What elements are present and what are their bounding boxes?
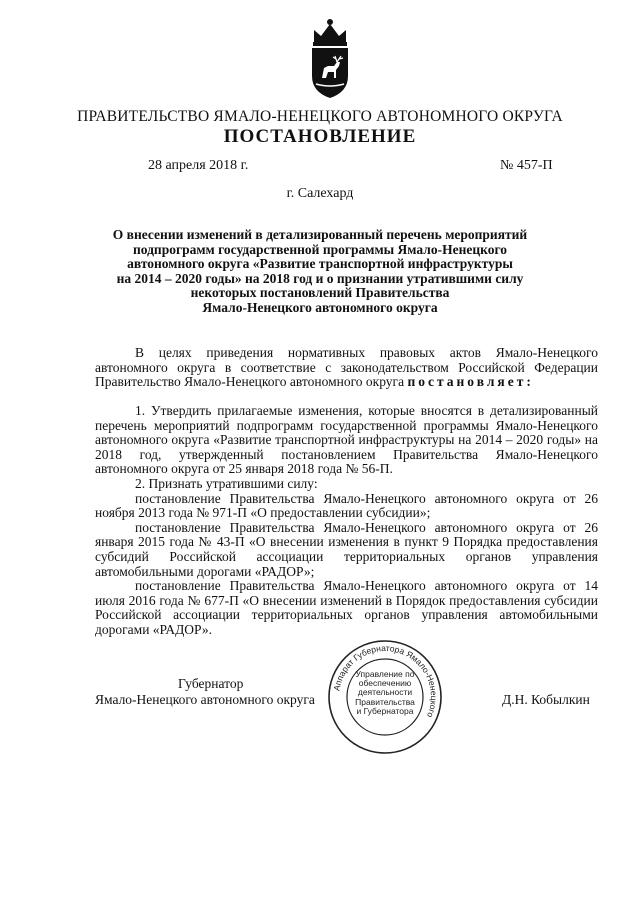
document-date: 28 апреля 2018 г. bbox=[148, 158, 249, 173]
heading-line: некоторых постановлений Правительства bbox=[190, 285, 450, 301]
stamp-line: Правительства bbox=[355, 696, 415, 707]
document-type: ПОСТАНОВЛЕНИЕ bbox=[223, 126, 417, 147]
stamp-line: и Губернатора bbox=[356, 705, 414, 716]
repealed-item-2: постановление Правительства Ямало-Ненецкого автономного округа от 26 января 2015 года № 43-П «О внесении изменения в пункт 9 Порядка предоставления субсидий Российской ассоциации территориальных органов управления автомобильными дорогами «РАДОР»; bbox=[95, 519, 598, 579]
repealed-item-1: постановление Правительства Ямало-Ненецкого автономного округа от 26 ноября 2013 года № 971-П «О предоставлении субсидии»; bbox=[95, 490, 598, 521]
heading-line: автономного округа «Развитие транспортной инфраструктуры bbox=[127, 256, 513, 272]
resolves-word: постановляет: bbox=[407, 374, 534, 390]
item-1: 1. Утвердить прилагаемые изменения, которые вносятся в детализированный перечень мероприятий подпрограмм государственной программы Ямало-Ненецкого автономного округа «Развитие транспортной инфраструктуры на 2014 – 2020 годы» на 2018 год, утвержденный постановлением Правительства Ямало-Ненецкого автономного округа от 25 января 2018 года № 56-П. bbox=[95, 403, 598, 477]
coat-of-arms-icon bbox=[300, 16, 360, 100]
signature-region: Ямало-Ненецкого автономного округа bbox=[95, 692, 315, 707]
stamp-inner-text bbox=[345, 670, 425, 716]
heading-line: подпрограмм государственной программы Ямало-Ненецкого bbox=[132, 241, 508, 257]
heading-line: Ямало-Ненецкого автономного округа bbox=[202, 299, 438, 315]
heading-line: на 2014 – 2020 годы» на 2018 год и о признании утратившими силу bbox=[116, 270, 524, 286]
signer-name: Д.Н. Кобылкин bbox=[502, 692, 590, 707]
stamp-line: обеспечению bbox=[358, 678, 412, 689]
signature-title: Губернатор bbox=[178, 676, 244, 691]
document-city: г. Салехард bbox=[286, 186, 354, 201]
item-2: 2. Признать утратившими силу: bbox=[135, 475, 318, 491]
stamp-line: Управление по bbox=[355, 669, 415, 679]
document-number: № 457-П bbox=[500, 158, 553, 173]
items bbox=[95, 404, 598, 638]
document-heading bbox=[100, 228, 540, 316]
stamp-ring-text: Аппарат Губернатора Ямало-Ненецкого bbox=[331, 642, 440, 720]
government-name: ПРАВИТЕЛЬСТВО ЯМАЛО-НЕНЕЦКОГО АВТОНОМНОГО ОКРУГА bbox=[77, 108, 563, 125]
preamble bbox=[95, 346, 598, 390]
repealed-item-3: постановление Правительства Ямало-Ненецкого автономного округа от 14 июля 2016 года № 677-П «О внесении изменений в Порядок предоставления субсидии Российской ассоциации территориальных органов управления автомобильными дорогами «РАДОР». bbox=[95, 578, 598, 637]
heading-line: О внесении изменений в детализированный перечень мероприятий bbox=[112, 227, 528, 242]
preamble-text: В целях приведения нормативных правовых актов Ямало-Ненецкого автономного округа в соответствие с законодательством Российской Федерации Правительство Ямало-Ненецкого автономного округа bbox=[95, 345, 598, 390]
stamp-line: деятельности bbox=[357, 687, 413, 698]
